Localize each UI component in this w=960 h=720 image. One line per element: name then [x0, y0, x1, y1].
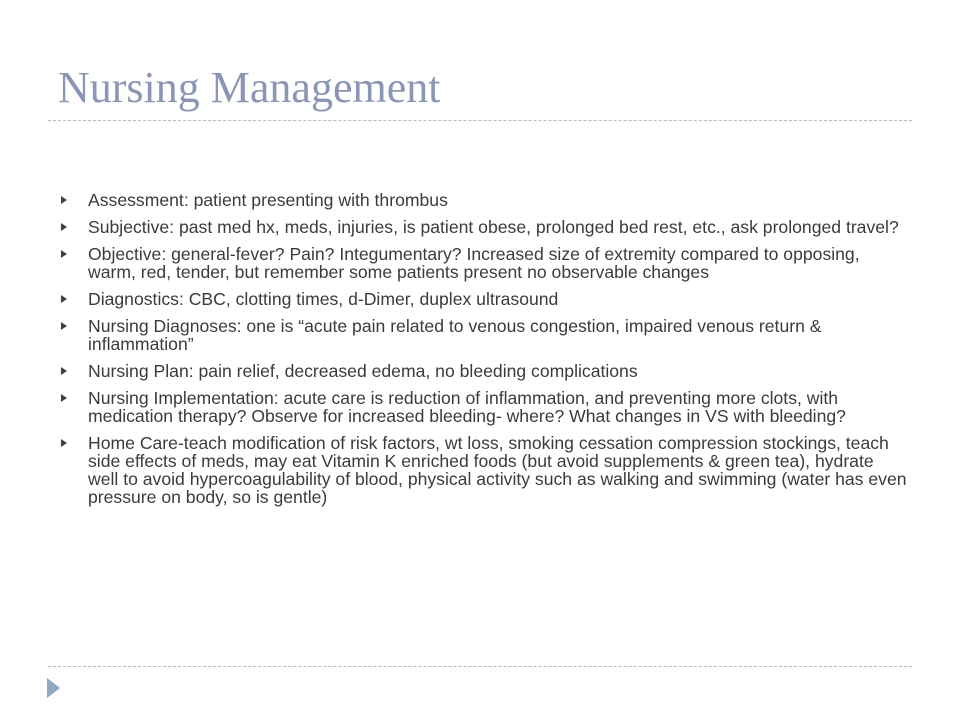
bullet-item: [58, 434, 908, 506]
bullet-text: Assessment: patient presenting with thrombus: [88, 190, 448, 210]
triangle-bullet-icon: [61, 223, 67, 231]
footer-divider: [48, 666, 912, 667]
bullet-text: Nursing Plan: pain relief, decreased edema, no bleeding complications: [88, 361, 638, 381]
bullet-text: Nursing Diagnoses: one is “acute pain related to venous congestion, impaired venous return & inflammation”: [88, 316, 822, 354]
bullet-text: Nursing Implementation: acute care is reduction of inflammation, and preventing more clots, with medication therapy? Observe for increased bleeding- where? What changes in VS with bleeding?: [88, 388, 846, 426]
triangle-bullet-icon: [61, 367, 67, 375]
next-slide-arrow-icon[interactable]: [47, 678, 60, 698]
triangle-bullet-icon: [61, 394, 67, 402]
bullet-text: Subjective: past med hx, meds, injuries, is patient obese, prolonged bed rest, etc., ask prolonged travel?: [88, 217, 899, 237]
bullet-text: Home Care-teach modification of risk factors, wt loss, smoking cessation compression stockings, teach side effects of meds, may eat Vitamin K enriched foods (but avoid supplements & green tea), hydrate well to avoid hypercoagulability of blood, physical activity such as walking and swimming (water has even pressure on body, so is gentle): [88, 433, 907, 507]
bullet-item: [58, 362, 908, 380]
slide-title: Nursing Management: [58, 63, 441, 112]
triangle-bullet-icon: [61, 322, 67, 330]
bullet-text: Objective: general-fever? Pain? Integumentary? Increased size of extremity compared to opposing, warm, red, tender, but remember some patients present no observable changes: [88, 244, 860, 282]
triangle-bullet-icon: [61, 439, 67, 447]
triangle-bullet-icon: [61, 196, 67, 204]
triangle-bullet-icon: [61, 295, 67, 303]
triangle-bullet-icon: [61, 250, 67, 258]
bullet-item: [58, 245, 908, 281]
bullet-list: [58, 191, 908, 515]
bullet-item: [58, 389, 908, 425]
bullet-item: [58, 218, 908, 236]
bullet-text: Diagnostics: CBC, clotting times, d-Dimer, duplex ultrasound: [88, 289, 559, 309]
bullet-item: [58, 191, 908, 209]
bullet-item: [58, 317, 908, 353]
bullet-item: [58, 290, 908, 308]
title-divider: [48, 120, 912, 121]
